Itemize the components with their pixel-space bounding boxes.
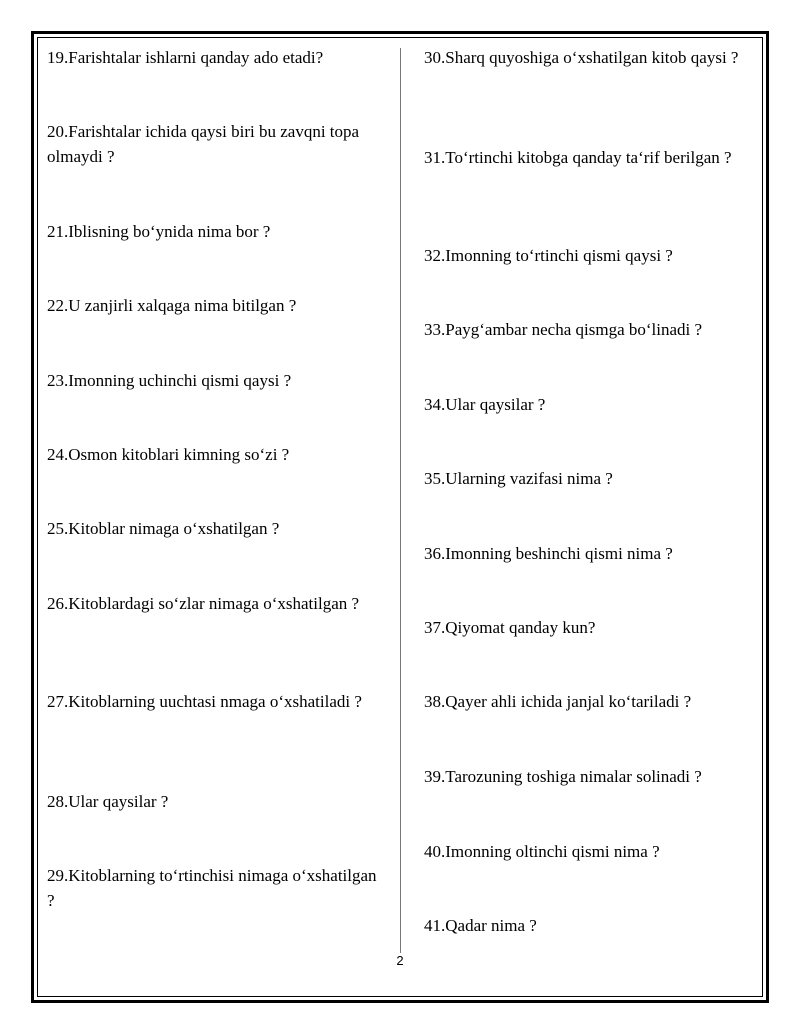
question-item: 25.Kitoblar nimaga o‘xshatilgan ? xyxy=(47,519,280,538)
question-item: 31.To‘rtinchi kitobga qanday ta‘rif berilgan ? xyxy=(424,148,732,167)
page-number: 2 xyxy=(396,953,404,968)
question-item: 37.Qiyomat qanday kun? xyxy=(424,618,596,637)
question-item: 27.Kitoblarning uuchtasi nmaga o‘xshatiladi ? xyxy=(47,692,362,711)
question-item: 32.Imonning to‘rtinchi qismi qaysi ? xyxy=(424,246,673,265)
question-item: 39.Tarozuning toshiga nimalar solinadi ? xyxy=(424,767,702,786)
question-item: 36.Imonning beshinchi qismi nima ? xyxy=(424,544,673,563)
question-item: 23.Imonning uchinchi qismi qaysi ? xyxy=(47,371,292,390)
question-item: 19.Farishtalar ishlarni qanday ado etadi? xyxy=(47,48,324,67)
question-item: 22.U zanjirli xalqaga nima bitilgan ? xyxy=(47,296,297,315)
question-item: 24.Osmon kitoblari kimning so‘zi ? xyxy=(47,445,290,464)
question-item: 20.Farishtalar ichida qaysi biri bu zavqni topa olmaydi ? xyxy=(47,122,360,166)
question-item: 33.Payg‘ambar necha qismga bo‘linadi ? xyxy=(424,320,703,339)
question-item: 30.Sharq quyoshiga o‘xshatilgan kitob qaysi ? xyxy=(424,48,739,67)
question-item: 26.Kitoblardagi so‘zlar nimaga o‘xshatilgan ? xyxy=(47,594,360,613)
question-item: 38.Qayer ahli ichida janjal ko‘tariladi ? xyxy=(424,692,692,711)
column-divider xyxy=(400,48,401,953)
question-item: 35.Ularning vazifasi nima ? xyxy=(424,469,613,488)
question-item: 40.Imonning oltinchi qismi nima ? xyxy=(424,842,660,861)
question-item: 21.Iblisning bo‘ynida nima bor ? xyxy=(47,222,271,241)
question-item: 28.Ular qaysilar ? xyxy=(47,792,169,811)
question-item: 29.Kitoblarning to‘rtinchisi nimaga o‘xshatilgan ? xyxy=(47,866,377,910)
question-item: 34.Ular qaysilar ? xyxy=(424,395,546,414)
question-item: 41.Qadar nima ? xyxy=(424,916,537,935)
